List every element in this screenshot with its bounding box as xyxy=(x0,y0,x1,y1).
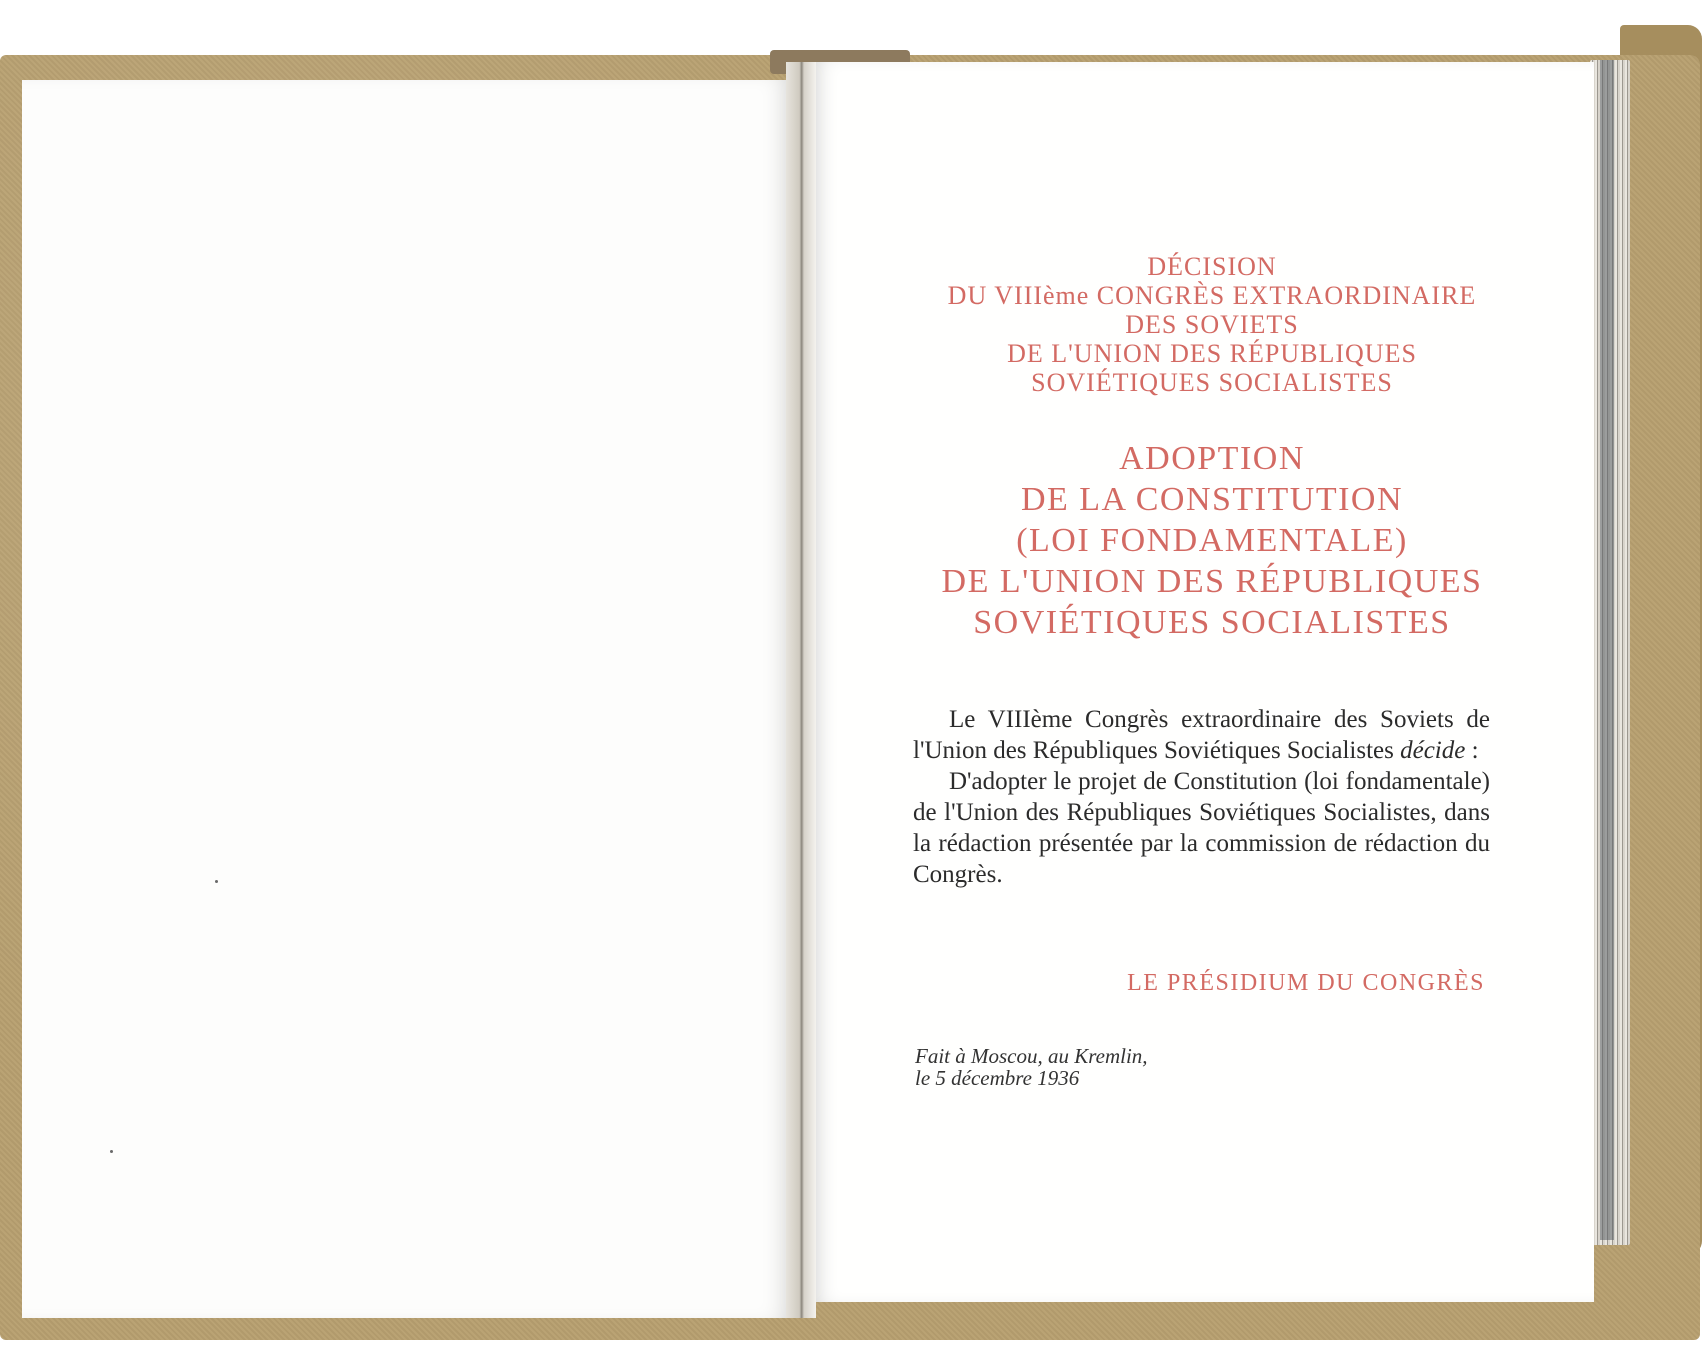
right-page xyxy=(812,62,1594,1302)
place-date xyxy=(915,1045,1315,1089)
decision-heading-line: DES SOVIETS xyxy=(1125,310,1299,339)
decision-paragraph xyxy=(913,704,1490,766)
paper-speck xyxy=(215,880,218,883)
adoption-heading xyxy=(822,438,1602,643)
presidium-signature: LE PRÉSIDIUM DU CONGRÈS xyxy=(1127,970,1485,996)
paper-speck xyxy=(110,1150,113,1153)
adoption-heading-line: DE LA CONSTITUTION xyxy=(1020,481,1404,518)
date-line: le 5 décembre 1936 xyxy=(915,1066,1080,1090)
adoption-paragraph: D'adopter le projet de Constitution (loi fondamentale) de l'Union des Républiques Soviétiques Socialistes, dans la rédaction présentée par la commission de rédaction du Congrès. xyxy=(913,768,1490,888)
adoption-heading-line: DE L'UNION DES RÉPUBLIQUES xyxy=(941,563,1483,600)
book-gutter xyxy=(786,62,816,1318)
decision-heading-line: DÉCISION xyxy=(1147,252,1277,281)
decision-heading-line: SOVIÉTIQUES SOCIALISTES xyxy=(1031,368,1393,397)
decision-paragraph-text: Le VIIIème Congrès extraordinaire des Soviets de l'Union des Républiques Soviétiques Socialistes xyxy=(913,706,1490,764)
adoption-heading-line: (LOI FONDAMENTALE) xyxy=(1016,522,1408,559)
page-stack-shadow xyxy=(1600,60,1614,1240)
adoption-heading-line: SOVIÉTIQUES SOCIALISTES xyxy=(973,604,1451,641)
decision-heading-line: DU VIIIème CONGRÈS EXTRAORDINAIRE xyxy=(947,281,1477,310)
decision-heading-line: DE L'UNION DES RÉPUBLIQUES xyxy=(1007,339,1417,368)
decision-body xyxy=(913,704,1490,890)
adoption-heading-line: ADOPTION xyxy=(1119,440,1305,477)
decision-emphasis: décide xyxy=(1400,737,1466,764)
decision-paragraph-end: : xyxy=(1465,737,1479,764)
decision-heading xyxy=(822,252,1602,397)
place-line: Fait à Moscou, au Kremlin, xyxy=(915,1044,1148,1068)
left-page-blank xyxy=(22,80,790,1318)
